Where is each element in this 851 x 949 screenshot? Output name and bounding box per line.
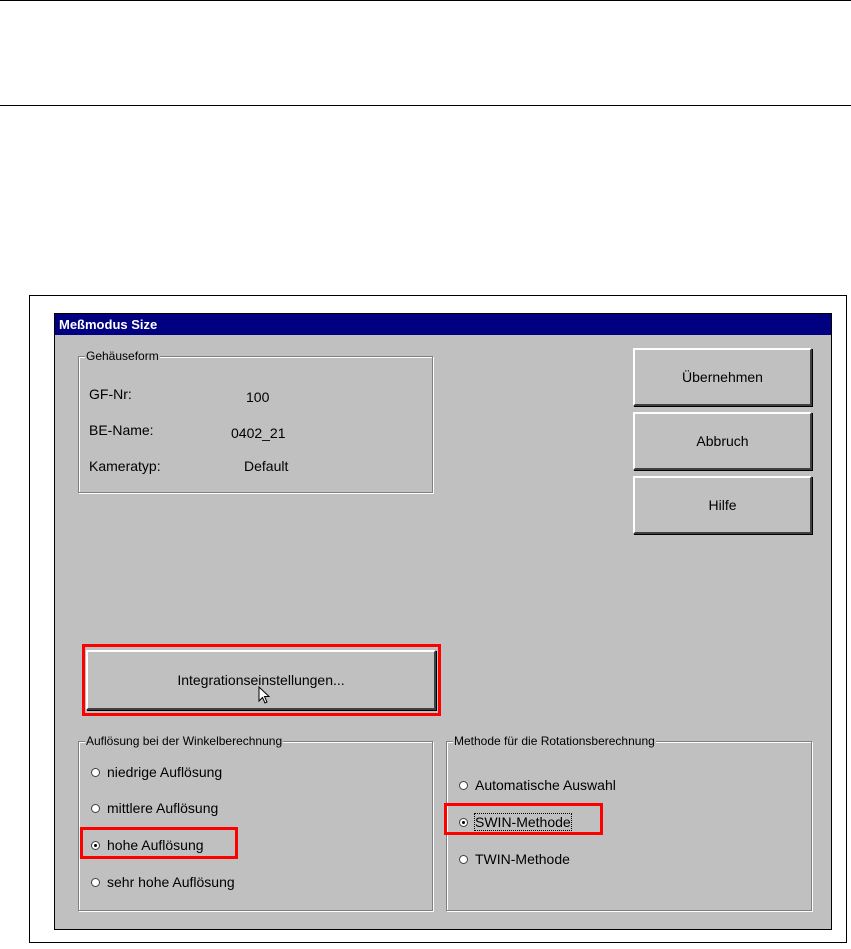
- gf-nr-value: 100: [246, 389, 270, 405]
- radio-automatic-dot: [459, 781, 468, 790]
- radio-medium-dot: [91, 804, 100, 813]
- radio-low-label: niedrige Auflösung: [107, 764, 223, 780]
- rotation-legend: Methode für die Rotationsberechnung: [454, 734, 655, 748]
- help-button[interactable]: [633, 476, 812, 534]
- be-name-value: 0402_21: [231, 425, 286, 441]
- cancel-button-label: Abbruch: [696, 433, 749, 449]
- radio-swin-dot: [459, 818, 468, 827]
- radio-twin-method[interactable]: [459, 851, 570, 867]
- help-button-label: Hilfe: [708, 497, 737, 513]
- radio-twin-label: TWIN-Methode: [475, 851, 570, 867]
- resolution-group: [78, 734, 433, 911]
- dialog-titlebar[interactable]: [55, 314, 831, 335]
- radio-very-high-resolution[interactable]: [91, 874, 235, 890]
- cancel-button[interactable]: [633, 412, 812, 470]
- top-rule: [0, 0, 851, 1]
- radio-very-high-label: sehr hohe Auflösung: [107, 874, 235, 890]
- radio-high-dot: [91, 841, 100, 850]
- rotation-group: [446, 734, 812, 911]
- radio-swin-label: SWIN-Methode: [475, 814, 571, 830]
- radio-automatic-selection[interactable]: [459, 777, 616, 793]
- measure-mode-dialog: [54, 313, 832, 930]
- be-name-label: BE-Name:: [89, 422, 154, 438]
- radio-low-dot: [91, 768, 100, 777]
- radio-swin-method[interactable]: [459, 814, 571, 830]
- radio-very-high-dot: [91, 878, 100, 887]
- header-rule: [0, 105, 851, 106]
- radio-low-resolution[interactable]: [91, 764, 222, 780]
- resolution-legend: Auflösung bei der Winkelberechnung: [86, 734, 283, 748]
- radio-medium-resolution[interactable]: [91, 800, 218, 816]
- radio-high-resolution[interactable]: [91, 837, 204, 853]
- camera-type-label: Kameratyp:: [89, 458, 161, 474]
- radio-twin-dot: [459, 855, 468, 864]
- gf-nr-label: GF-Nr:: [89, 386, 132, 402]
- mouse-pointer-icon: [258, 686, 270, 704]
- apply-button[interactable]: [633, 348, 812, 406]
- radio-medium-label: mittlere Auflösung: [107, 800, 219, 816]
- radio-automatic-label: Automatische Auswahl: [475, 777, 616, 793]
- apply-button-label: Übernehmen: [682, 369, 763, 385]
- dialog-title: Meßmodus Size: [59, 317, 158, 332]
- housing-group: [78, 349, 433, 493]
- camera-type-value: Default: [244, 458, 289, 474]
- housing-legend: Gehäuseform: [86, 349, 159, 363]
- radio-high-label: hohe Auflösung: [107, 837, 204, 853]
- integration-settings-label: Integrationseinstellungen...: [177, 672, 345, 688]
